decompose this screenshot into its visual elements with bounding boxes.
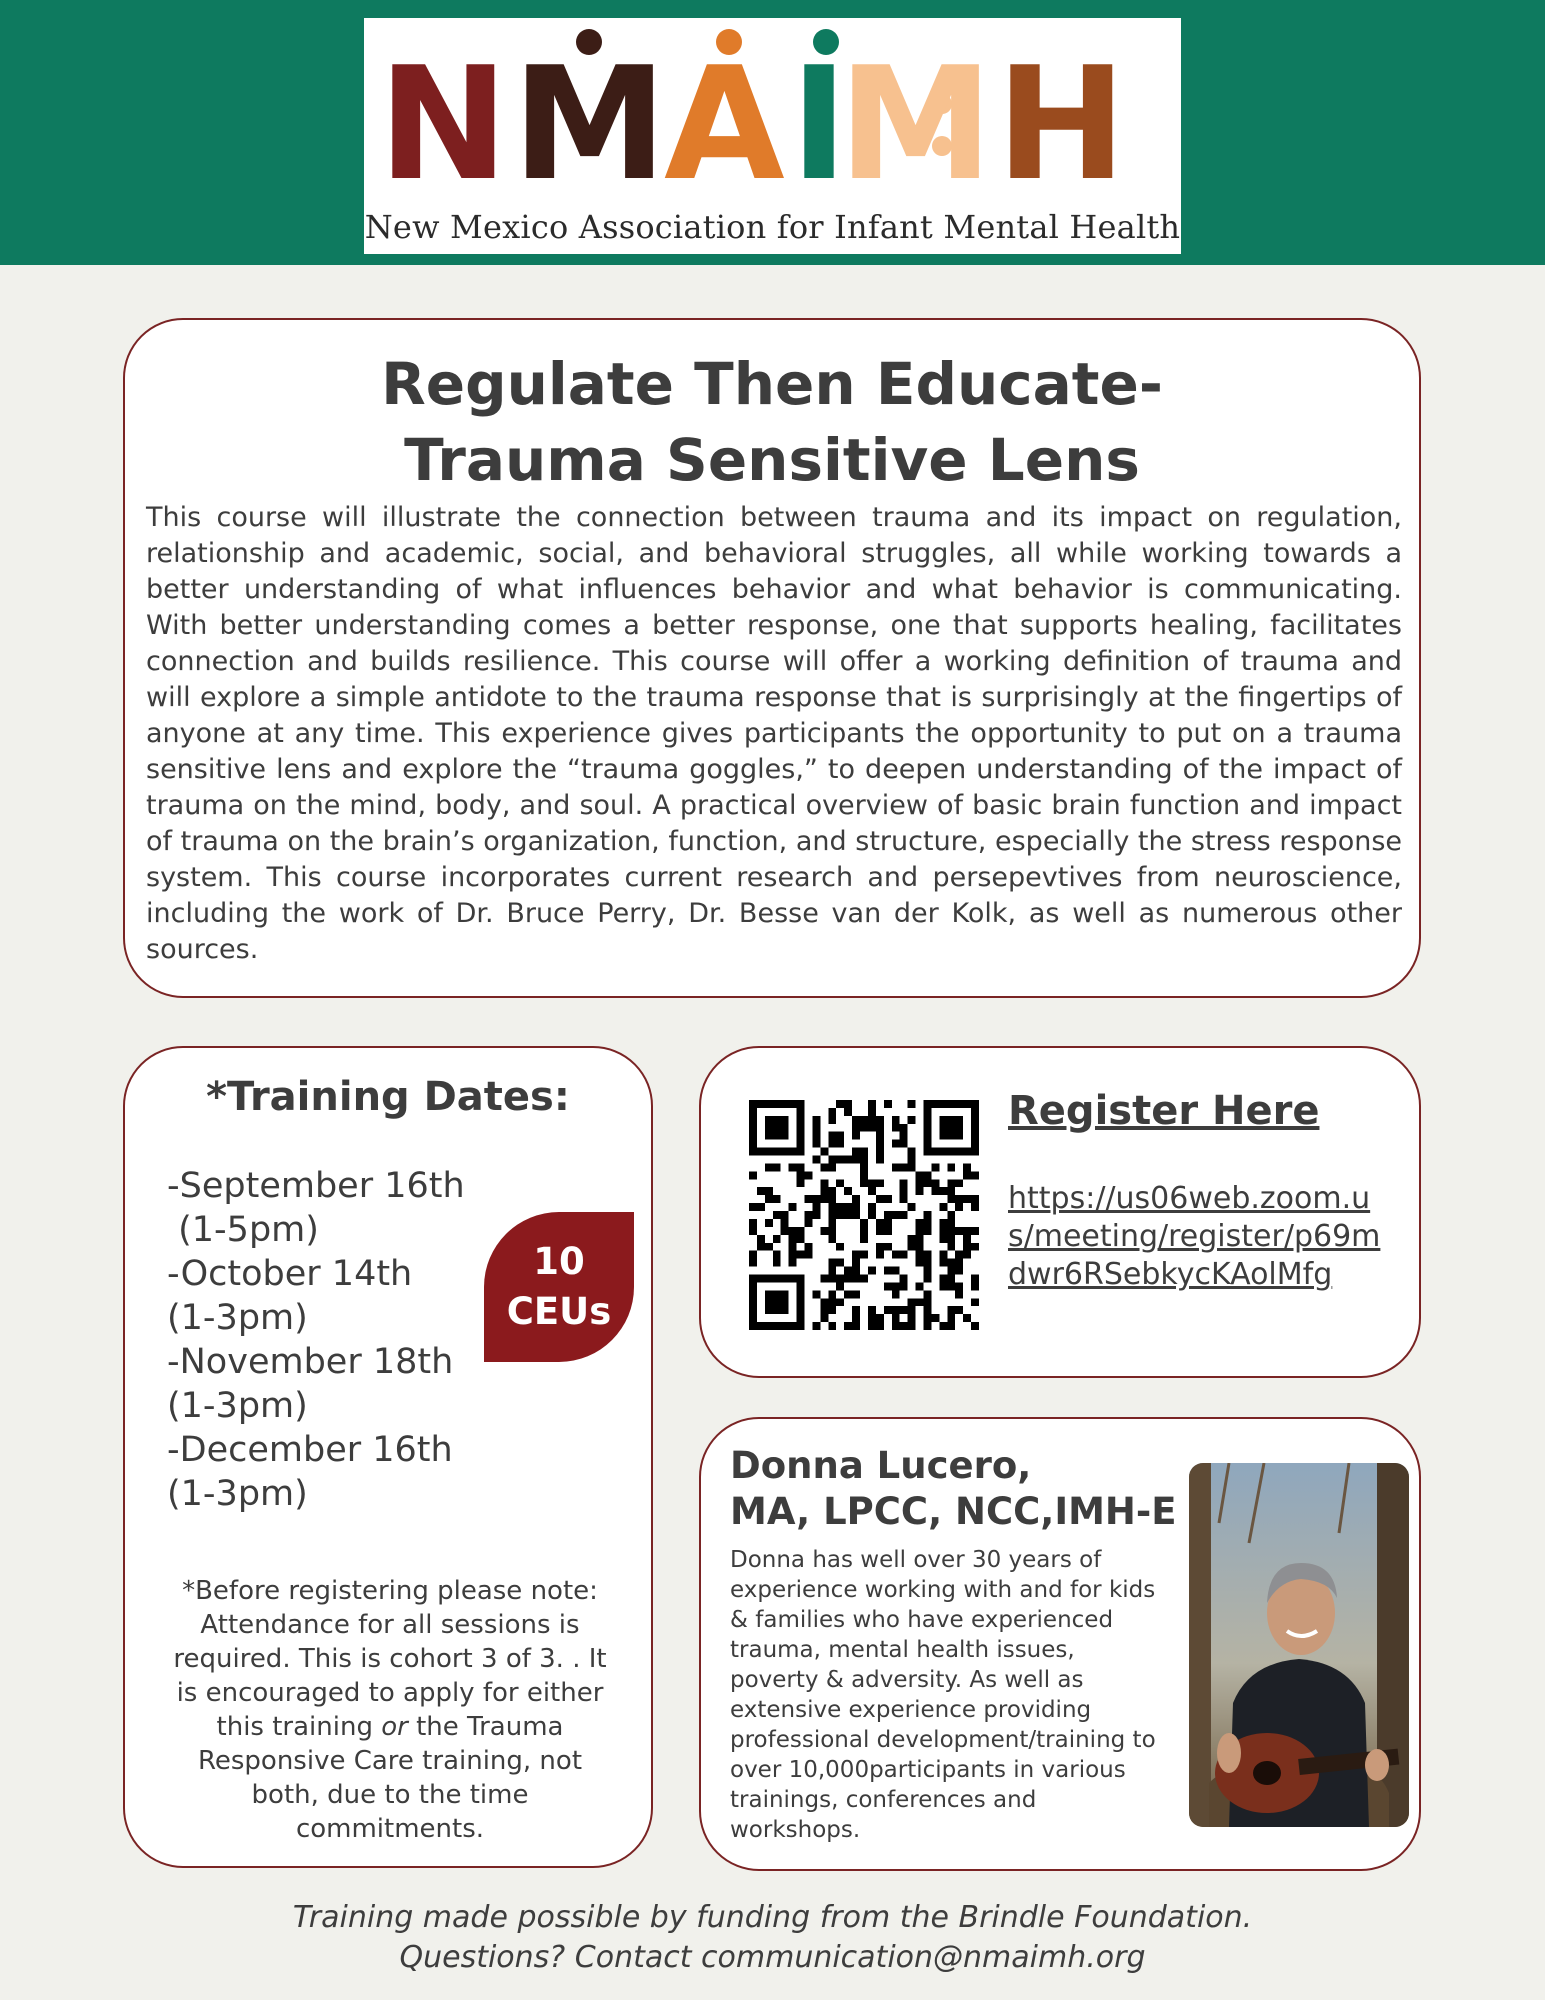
course-title-line1: Regulate Then Educate- bbox=[381, 350, 1163, 418]
ceu-label: CEUs bbox=[506, 1290, 612, 1333]
registration-note bbox=[165, 1574, 615, 1846]
footer bbox=[0, 1898, 1545, 1978]
date-line: (1-3pm) bbox=[167, 1474, 308, 1514]
course-description: This course will illustrate the connection between trauma and its impact on regulation, relationship and academic, social, and behavioral struggles, all while working towards a better understanding of what influences behavior and what behavior is communicating. With better understanding comes a better response, one that supports healing, facilitates connection and builds resilience. This course will offer a working definition of trauma and will explore a simple antidote to the trauma response that is surprisingly at the fingertips of anyone at any time. This experience gives participants the opportunity to put on a trauma sensitive lens and explore the “trauma goggles,” to deepen understanding of the impact of trauma on the mind, body, and soul. A practical overview of basic brain function and impact of trauma on the brain’s organization, function, and structure, especially the stress response system. This course incorporates current research and persepevtives from neuroscience, including the work of Dr. Bruce Perry, Dr. Besse van der Kolk, as well as numerous other sources. bbox=[146, 502, 1402, 965]
date-line: -September 16th bbox=[167, 1166, 465, 1206]
presenter-bio: Donna has well over 30 years of experience working with and for kids & families who have experienced trauma, mental health issues, poverty & adversity. As well as extensive experience providing professional development/training to over 10,000participants in various trainings, conferences and workshops. bbox=[730, 1547, 1156, 1843]
note-text-before: *Before registering please note: Attendance for all sessions is required. This is cohort 3 of 3. . It is encouraged to apply for either this training bbox=[173, 1576, 607, 1742]
presenter-photo bbox=[1189, 1463, 1409, 1827]
note-text-after: the Trauma Responsive Care training, not both, due to the time commitments. bbox=[197, 1712, 583, 1844]
date-line: (1-3pm) bbox=[167, 1386, 308, 1426]
note-text-or: or bbox=[381, 1712, 408, 1742]
training-dates-title: *Training Dates: bbox=[206, 1074, 570, 1120]
organization-name: New Mexico Association for Infant Mental Health bbox=[364, 208, 1181, 246]
course-title-line2: Trauma Sensitive Lens bbox=[404, 426, 1140, 494]
register-card bbox=[699, 1046, 1421, 1378]
course-card bbox=[123, 318, 1421, 998]
svg-text:M: M bbox=[512, 33, 668, 215]
svg-text:N: N bbox=[378, 33, 509, 215]
qr-code-icon[interactable] bbox=[749, 1100, 979, 1330]
date-line: (1-5pm) bbox=[167, 1210, 319, 1250]
training-dates-list bbox=[167, 1164, 487, 1516]
contact-line: Questions? Contact communication@nmaimh.org bbox=[399, 1940, 1146, 1975]
course-title bbox=[125, 346, 1419, 498]
svg-text:M: M bbox=[838, 33, 994, 215]
date-line: -December 16th bbox=[167, 1430, 453, 1470]
nmaimh-logo bbox=[364, 18, 1181, 254]
funding-note: Training made possible by funding from the Brindle Foundation. bbox=[292, 1900, 1253, 1935]
presenter-credentials: MA, LPCC, NCC,IMH-E bbox=[730, 1490, 1177, 1533]
presenter-name bbox=[730, 1443, 1177, 1535]
date-line: (1-3pm) bbox=[167, 1298, 308, 1338]
svg-text:A: A bbox=[664, 33, 785, 215]
svg-text:H: H bbox=[996, 33, 1127, 215]
training-dates-card bbox=[123, 1046, 653, 1868]
svg-text:I: I bbox=[790, 33, 849, 215]
register-url-link[interactable]: https://us06web.zoom.us/meeting/register/p69mdwr6RSebkycKAolMfg bbox=[1008, 1181, 1381, 1292]
ceu-number: 10 bbox=[533, 1240, 585, 1283]
presenter-name-line1: Donna Lucero, bbox=[730, 1444, 1032, 1487]
date-line: -November 18th bbox=[167, 1342, 454, 1382]
ceu-badge bbox=[484, 1212, 634, 1362]
register-here-link[interactable]: Register Here bbox=[1008, 1088, 1320, 1134]
presenter-card bbox=[699, 1417, 1421, 1871]
date-line: -October 14th bbox=[167, 1254, 413, 1294]
